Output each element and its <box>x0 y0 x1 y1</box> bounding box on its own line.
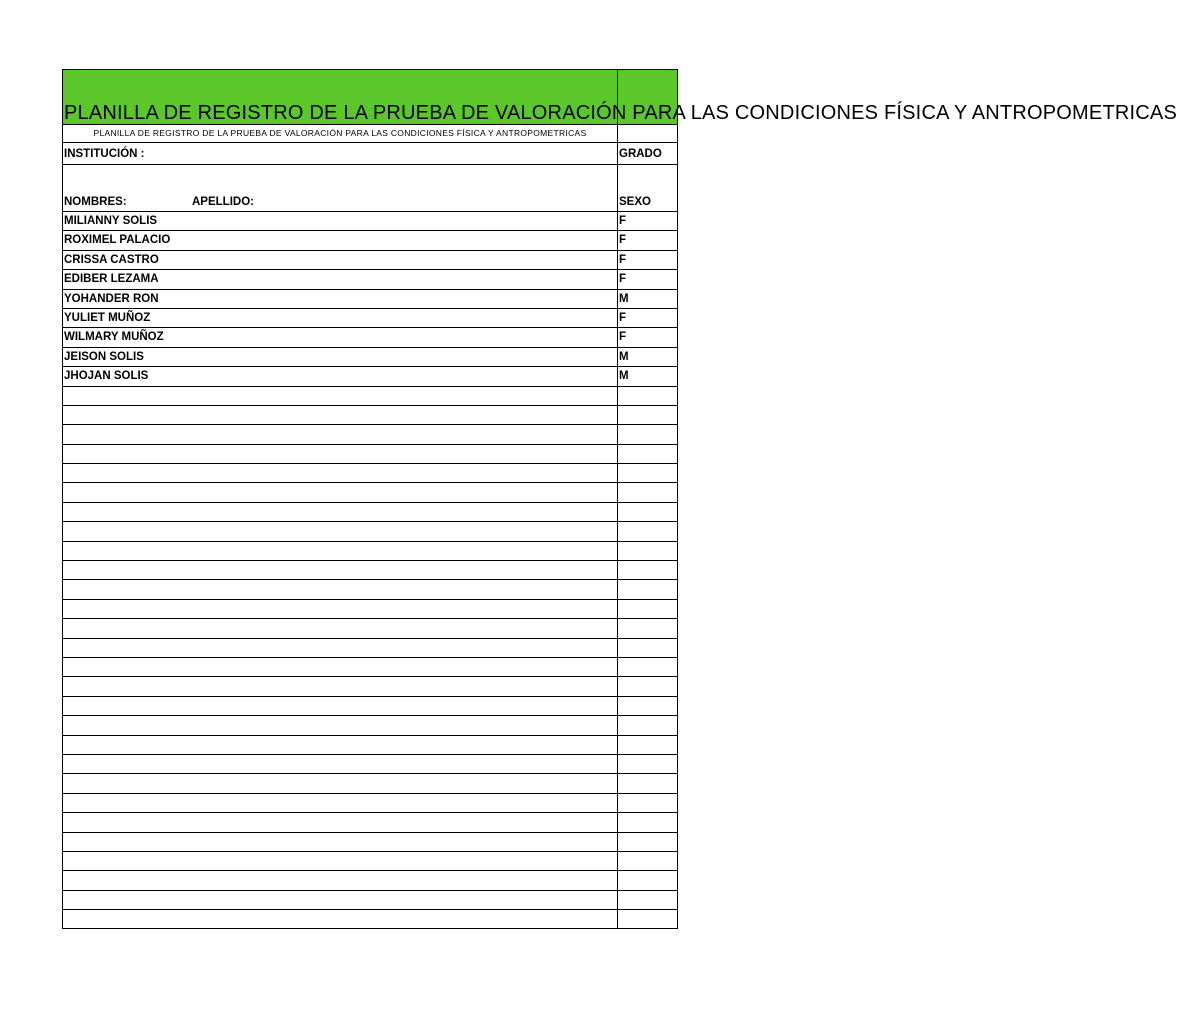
table-row <box>62 755 678 774</box>
student-name-cell[interactable]: EDIBER LEZAMA <box>63 270 618 288</box>
student-sex-cell[interactable] <box>618 445 677 463</box>
student-rows <box>62 212 678 929</box>
names-header-cell[interactable] <box>63 165 618 211</box>
table-row <box>62 328 678 347</box>
table-row <box>62 561 678 580</box>
student-name-cell[interactable] <box>63 794 618 812</box>
student-name-cell[interactable] <box>63 716 618 734</box>
student-sex-cell[interactable] <box>618 871 677 889</box>
table-row <box>62 212 678 231</box>
student-name-cell[interactable] <box>63 561 618 579</box>
student-name-cell[interactable] <box>63 600 618 618</box>
table-row <box>62 464 678 483</box>
student-sex-cell[interactable]: M <box>619 350 629 363</box>
student-sex-cell[interactable] <box>618 716 677 734</box>
student-name-cell[interactable] <box>63 871 618 889</box>
student-sex-cell[interactable]: F <box>619 234 627 247</box>
table-row <box>62 891 678 910</box>
spreadsheet <box>62 69 1177 929</box>
student-sex-cell[interactable] <box>618 619 677 637</box>
table-row <box>62 367 678 386</box>
institution-label: INSTITUCIÓN : <box>64 148 145 160</box>
student-sex-cell[interactable] <box>618 425 677 443</box>
table-row <box>62 522 678 541</box>
student-name-cell[interactable] <box>63 910 618 928</box>
student-name-cell[interactable]: YOHANDER RON <box>63 290 618 308</box>
subtitle-cell-right[interactable] <box>618 125 677 142</box>
student-sex-cell[interactable] <box>618 794 677 812</box>
table-row <box>62 600 678 619</box>
student-sex-cell[interactable] <box>618 677 677 695</box>
student-name-cell[interactable] <box>63 697 618 715</box>
sheet-subtitle: PLANILLA DE REGISTRO DE LA PRUEBA DE VALORACIÓN PARA LAS CONDICIONES FÍSICA Y ANTROPOMETRICAS <box>93 128 587 138</box>
student-name-cell[interactable]: ROXIMEL PALACIO <box>63 231 618 249</box>
student-sex-cell[interactable] <box>618 406 677 424</box>
title-cell[interactable] <box>63 70 1177 124</box>
student-name-cell[interactable] <box>63 445 618 463</box>
column-header-row <box>62 165 678 212</box>
student-sex-cell[interactable] <box>618 891 677 909</box>
table-row <box>62 794 678 813</box>
student-name-cell[interactable] <box>63 503 618 521</box>
student-sex-cell[interactable] <box>618 910 677 928</box>
table-row <box>62 716 678 735</box>
student-sex-cell[interactable]: F <box>619 331 627 344</box>
table-row <box>62 425 678 444</box>
grade-cell[interactable] <box>618 143 677 164</box>
student-name-cell[interactable] <box>63 542 618 560</box>
subtitle-cell[interactable] <box>63 125 618 142</box>
student-name-cell[interactable]: YULIET MUÑOZ <box>63 309 618 327</box>
student-name-cell[interactable] <box>63 658 618 676</box>
student-sex-cell[interactable] <box>618 580 677 598</box>
names-label: NOMBRES: <box>64 196 127 208</box>
student-name-cell[interactable] <box>63 387 618 405</box>
student-name-cell[interactable] <box>63 406 618 424</box>
student-name-cell[interactable] <box>63 580 618 598</box>
table-row <box>62 270 678 289</box>
student-name-cell[interactable]: MILIANNY SOLIS <box>63 212 618 230</box>
student-name-cell[interactable] <box>63 891 618 909</box>
student-name-cell[interactable] <box>63 639 618 657</box>
student-name-cell[interactable]: JHOJAN SOLIS <box>63 367 618 385</box>
student-sex-cell[interactable] <box>618 755 677 773</box>
table-row <box>62 619 678 638</box>
table-row <box>62 833 678 852</box>
student-sex-cell[interactable] <box>618 522 677 540</box>
table-row <box>62 483 678 502</box>
student-sex-cell[interactable]: M <box>619 292 629 305</box>
student-name-cell[interactable] <box>63 464 618 482</box>
title-banner <box>62 69 1177 125</box>
table-row <box>62 871 678 890</box>
table-row <box>62 852 678 871</box>
student-name-cell[interactable] <box>63 813 618 831</box>
table-row <box>62 677 678 696</box>
student-name-cell[interactable]: JEISON SOLIS <box>63 348 618 366</box>
student-name-cell[interactable] <box>63 619 618 637</box>
student-sex-cell[interactable] <box>618 503 677 521</box>
table-row <box>62 910 678 929</box>
student-sex-cell[interactable] <box>618 639 677 657</box>
table-row <box>62 387 678 406</box>
student-sex-cell[interactable]: F <box>619 273 627 286</box>
table-row <box>62 658 678 677</box>
table-row <box>62 231 678 250</box>
student-sex-cell[interactable]: F <box>619 311 627 324</box>
student-sex-cell[interactable] <box>618 542 677 560</box>
surname-label: APELLIDO: <box>192 196 254 208</box>
student-name-cell[interactable] <box>63 755 618 773</box>
student-name-cell[interactable] <box>63 736 618 754</box>
student-sex-cell[interactable] <box>618 600 677 618</box>
student-sex-cell[interactable] <box>618 813 677 831</box>
sex-label: SEXO <box>619 196 651 208</box>
institution-row <box>62 143 678 165</box>
table-row <box>62 503 678 522</box>
student-sex-cell[interactable] <box>618 483 677 501</box>
student-sex-cell[interactable] <box>618 464 677 482</box>
student-name-cell[interactable] <box>63 774 618 792</box>
student-sex-cell[interactable] <box>618 736 677 754</box>
student-sex-cell[interactable] <box>618 561 677 579</box>
sheet-title: PLANILLA DE REGISTRO DE LA PRUEBA DE VALORACIÓN PARA LAS CONDICIONES FÍSICA Y ANTROPOMETRICAS <box>64 102 1177 124</box>
table-row <box>62 736 678 755</box>
table-row <box>62 639 678 658</box>
student-name-cell[interactable] <box>63 677 618 695</box>
student-sex-cell[interactable]: F <box>619 253 627 266</box>
student-sex-cell[interactable]: F <box>619 215 627 227</box>
grade-label: GRADO <box>619 148 662 160</box>
student-name-cell[interactable]: CRISSA CASTRO <box>63 251 618 269</box>
table-row <box>62 774 678 793</box>
student-sex-cell[interactable] <box>618 833 677 851</box>
table-row <box>62 542 678 561</box>
student-name-cell[interactable] <box>63 833 618 851</box>
sex-header-cell[interactable] <box>618 165 677 211</box>
table-row <box>62 406 678 425</box>
table-row <box>62 445 678 464</box>
student-sex-cell[interactable]: M <box>619 370 629 383</box>
student-name-cell[interactable]: WILMARY MUÑOZ <box>63 328 618 346</box>
table-row <box>62 348 678 367</box>
table-row <box>62 580 678 599</box>
student-name-cell[interactable] <box>63 852 618 870</box>
table-row <box>62 290 678 309</box>
student-sex-cell[interactable] <box>618 387 677 405</box>
student-name-cell[interactable] <box>63 522 618 540</box>
institution-cell[interactable] <box>63 143 618 164</box>
student-sex-cell[interactable] <box>618 774 677 792</box>
student-sex-cell[interactable] <box>618 658 677 676</box>
student-sex-cell[interactable] <box>618 852 677 870</box>
table-row <box>62 251 678 270</box>
subtitle-row <box>62 125 678 143</box>
student-sex-cell[interactable] <box>618 697 677 715</box>
student-name-cell[interactable] <box>63 483 618 501</box>
table-row <box>62 309 678 328</box>
student-name-cell[interactable] <box>63 425 618 443</box>
table-row <box>62 697 678 716</box>
table-row <box>62 813 678 832</box>
